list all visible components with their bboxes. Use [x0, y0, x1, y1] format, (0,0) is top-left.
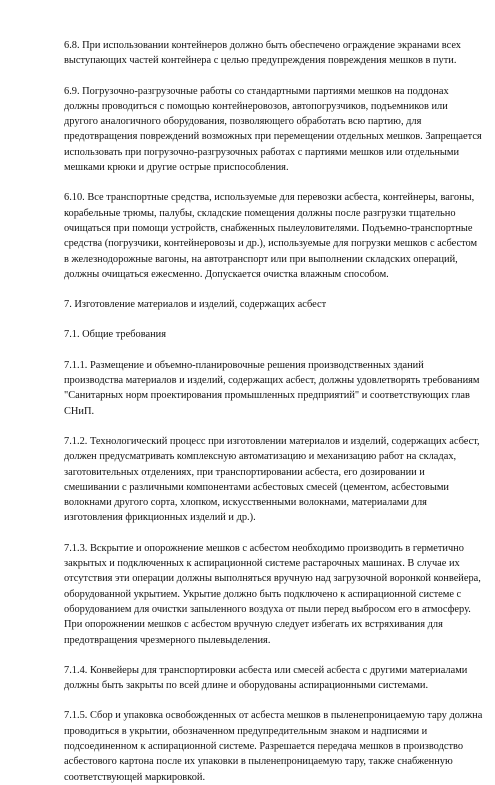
text-line: предотвращения чрезмерного пылевыделения. [64, 634, 271, 646]
text-line: подсоединенном к аспирационной системе. Разрешается передача мешков в производство [64, 740, 464, 752]
text-line: средства (погрузчики, контейнеровозы и др.), используемые для погрузки мешков с асбестом [64, 238, 478, 250]
text-line: предотвращения повреждений возможных при перемещении отдельных мешков. Запрещается [64, 131, 482, 143]
paragraph-p-6-10 [64, 190, 478, 282]
text-line: заготовительных отделениях, при транспортировании асбеста, его дозировании и [64, 466, 425, 478]
text-line: 7.1.1. Размещение и объемно-планировочные решения производственных зданий [64, 359, 424, 371]
text-line: 7.1.5. Сбор и упаковка освобожденных от асбеста мешков в пыленепроницаемую тару должна [64, 710, 483, 722]
text-line: должны быть закрыты по всей длине и оборудованы аспирационными системами. [64, 680, 429, 692]
text-line: 6.8. При использовании контейнеров должно быть обеспечено ограждение экранами всех [64, 40, 461, 51]
paragraph-gap [64, 69, 444, 84]
text-line: мешками крюки и другие острые приспособления. [64, 162, 289, 174]
text-line: оборудованной укрытием. Укрытие должно быть подключено к аспирационной системе с [64, 588, 462, 600]
paragraph-p-7-1-1 [64, 358, 480, 419]
paragraph-gap [64, 282, 444, 297]
text-line: другого аналогичного оборудования, позволяющего обработать всю партию, для [64, 116, 422, 128]
paragraph-p-6-8 [64, 38, 461, 69]
text-line: смешивании с различными компонентами асбестовых смесей (цементом, асбестовыми [64, 481, 449, 493]
text-line: соответствующей маркировкой. [64, 771, 206, 783]
paragraph-p-7-1 [64, 327, 444, 342]
text-line: очищаться при помощи устройств, снабженных пылеуловителями. Подъемно-транспортные [64, 222, 473, 234]
text-line: При опорожнении мешков с асбестом вручную следует избегать их встряхивания для [64, 619, 443, 631]
paragraph-gap [64, 419, 444, 434]
text-line: 7.1.3. Вскрытие и опорожнение мешков с асбестом необходимо производить в герметично [64, 542, 464, 554]
paragraph-p-7-1-5 [64, 708, 483, 784]
paragraph-gap [64, 175, 444, 190]
text-line: 7.1. Общие требования [64, 329, 166, 341]
text-line: производства материалов и изделий, содержащих асбест, должны удовлетворять требованиям [64, 375, 480, 387]
text-line: 6.10. Все транспортные средства, используемые для перевозки асбеста, контейнеры, вагоны, [64, 192, 475, 204]
text-line: 7.1.2. Технологический процесс при изготовлении материалов и изделий, содержащих асбест, [64, 435, 480, 447]
paragraph-p-7 [64, 297, 444, 312]
text-line: закрытых и подключенных к аспирационной системе растарочных машинах. В случае их [64, 558, 460, 570]
text-line: использовать при погрузочно-разгрузочных работах с партиями мешков или отдельными [64, 146, 460, 158]
paragraph-gap [64, 343, 444, 358]
paragraph-p-7-1-4 [64, 663, 468, 694]
text-line: СНиП. [64, 405, 95, 417]
document-page [64, 38, 483, 785]
text-line: изготовления фрикционных изделий и др.). [64, 512, 256, 524]
text-line: отсутствия эти операции должны выполняться вручную над загрузочной воронкой конвейера, [64, 573, 481, 585]
paragraph-gap [64, 312, 444, 327]
text-line: должен предусматривать комплексную автоматизацию и механизацию работ на складах, [64, 451, 457, 463]
text-line: должны проводиться с помощью контейнеровозов, автопогрузчиков, подъемников или [64, 100, 448, 112]
text-line: 7. Изготовление материалов и изделий, содержащих асбест [64, 299, 327, 311]
paragraph-gap [64, 526, 444, 541]
text-line: выступающих частей контейнера с целью предупреждения повреждения мешков в пути. [64, 55, 457, 67]
text-line: "Санитарных норм проектирования промышленных предприятий" и соответствующих глав [64, 390, 470, 402]
text-line: асбестового картона после их упаковки в пыленепроницаемую тару, также снабженную [64, 756, 453, 768]
text-line: оборудованием для очистки запыленного воздуха от пыли перед выбросом его в атмосферу. [64, 603, 471, 615]
text-line: волокнами другого сорта, хлопком, искусственными волокнами, материалами для [64, 497, 427, 509]
paragraph-gap [64, 648, 444, 663]
text-line: в железнодорожные вагоны, на автотранспорт или при выполнении складских операций, [64, 253, 458, 265]
text-line: 7.1.4. Конвейеры для транспортировки асбеста или смесей асбеста с другими материалами [64, 664, 468, 676]
text-line: проводиться в укрытии, обозначенном предупредительным знаком и надписями и [64, 725, 428, 737]
paragraph-p-7-1-3 [64, 541, 481, 648]
paragraph-gap [64, 693, 444, 708]
paragraph-p-7-1-2 [64, 434, 480, 526]
paragraph-p-6-9 [64, 84, 482, 176]
text-line: корабельные трюмы, палубы, складские помещения должны после разгрузки тщательно [64, 207, 456, 219]
text-line: должны очищаться ежесменно. Допускается очистка влажным способом. [64, 268, 389, 280]
text-line: 6.9. Погрузочно-разгрузочные работы со стандартными партиями мешков на поддонах [64, 85, 449, 97]
